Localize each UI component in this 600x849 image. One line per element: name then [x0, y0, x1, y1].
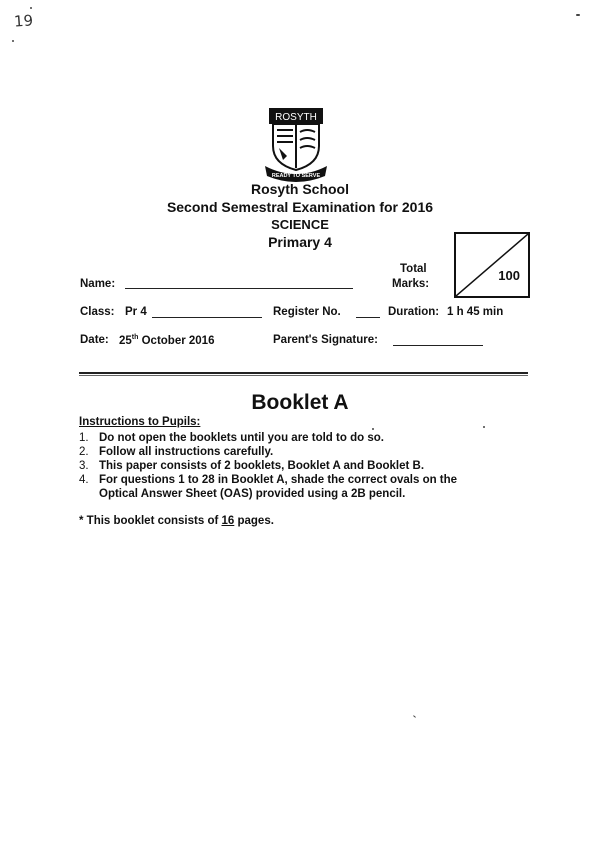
- svg-text:READY TO SERVE: READY TO SERVE: [271, 173, 321, 179]
- page-count-note: * This booklet consists of 16 pages.: [79, 515, 274, 527]
- class-value: Pr 4: [125, 306, 147, 318]
- scan-speck: [413, 715, 416, 718]
- scan-speck: [12, 40, 14, 42]
- instruction-item: 2. Follow all instructions carefully.: [79, 446, 274, 458]
- instruction-item: 1. Do not open the booklets until you are told to do so.: [79, 432, 384, 444]
- marks-box[interactable]: [454, 232, 530, 298]
- name-field[interactable]: [125, 288, 353, 289]
- instructions-heading: Instructions to Pupils:: [79, 416, 201, 428]
- signature-label: Parent's Signature:: [273, 334, 378, 346]
- level-title: Primary 4: [268, 234, 332, 250]
- handwritten-page-number: 19: [13, 11, 34, 31]
- instruction-item: 4. For questions 1 to 28 in Booklet A, shade the correct ovals on the: [79, 474, 458, 486]
- marks-diagonal: [456, 234, 528, 296]
- school-name: Rosyth School: [250, 181, 349, 197]
- booklet-title: Booklet A: [251, 391, 349, 414]
- instruction-item: 3. This paper consists of 2 booklets, Booklet A and Booklet B.: [79, 460, 425, 472]
- date-label: Date:: [80, 334, 109, 346]
- separator-rule: [79, 372, 528, 374]
- exam-title: Second Semestral Examination for 2016: [166, 199, 434, 215]
- school-crest-icon: [263, 106, 329, 182]
- scan-speck: [483, 426, 485, 428]
- scan-speck: [576, 14, 580, 16]
- total-marks-value: 100: [498, 268, 520, 283]
- separator-rule-thin: [79, 375, 528, 376]
- marks-label: Marks:: [392, 278, 430, 290]
- class-label: Class:: [80, 306, 115, 318]
- signature-field[interactable]: [393, 345, 483, 346]
- total-label: Total: [400, 263, 427, 275]
- name-label: Name:: [80, 278, 116, 290]
- instruction-item-continued: Optical Answer Sheet (OAS) provided using a 2B pencil.: [99, 488, 406, 500]
- scan-speck: [372, 428, 374, 430]
- date-value: 25th October 2016: [119, 334, 215, 347]
- register-label: Register No.: [273, 306, 341, 318]
- class-field[interactable]: [152, 317, 262, 318]
- register-field[interactable]: [356, 317, 380, 318]
- duration-value: 1 h 45 min: [447, 306, 504, 318]
- subject-title: SCIENCE: [271, 217, 329, 232]
- scan-speck: [30, 7, 32, 9]
- svg-text:ROSYTH: ROSYTH: [275, 112, 317, 123]
- duration-label: Duration:: [388, 306, 440, 318]
